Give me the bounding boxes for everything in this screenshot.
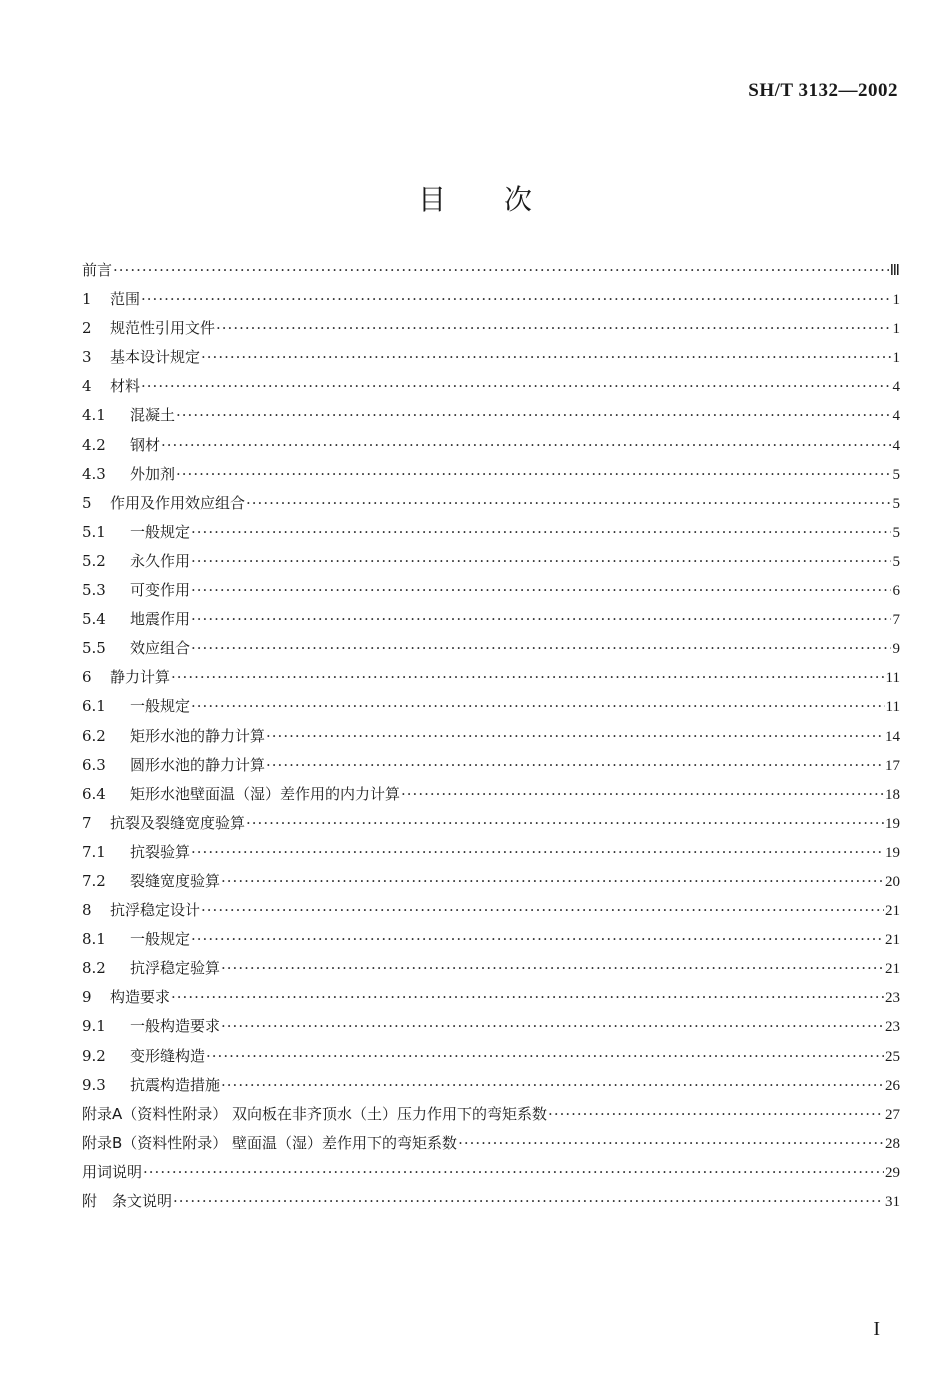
toc-entry-number: 9.2: [82, 1046, 106, 1065]
dot-leader: [141, 287, 891, 311]
toc-entry-title: 前言: [82, 261, 113, 279]
toc-entry-number: 4.2: [82, 435, 106, 454]
toc-entry[interactable]: [82, 1131, 900, 1160]
toc-entry[interactable]: [82, 316, 900, 345]
toc-entry-title: 静力计算: [110, 668, 171, 687]
toc-entry-page: 17: [885, 757, 900, 774]
toc-entry[interactable]: [82, 1102, 900, 1131]
dot-leader: [143, 1160, 884, 1184]
toc-entry-number: 4.1: [82, 406, 106, 425]
toc-entry-page: 31: [885, 1194, 900, 1210]
dot-leader: [548, 1102, 884, 1126]
dot-leader: [173, 1189, 884, 1213]
toc-entry-page: 21: [885, 903, 900, 920]
toc-entry-title: 一般规定: [130, 522, 191, 541]
table-of-contents: [82, 258, 900, 1218]
dot-leader: [176, 462, 891, 486]
toc-entry-page: 18: [885, 786, 900, 803]
toc-entry[interactable]: [82, 724, 900, 753]
toc-entry-title: 抗震构造措施: [130, 1075, 221, 1094]
dot-leader: [458, 1131, 884, 1155]
toc-entry-page: 9: [892, 641, 900, 658]
toc-entry-title: 抗裂验算: [130, 842, 191, 861]
toc-entry-page: 5: [892, 553, 900, 570]
toc-entry-title: 可变作用: [130, 581, 191, 600]
toc-entry[interactable]: [82, 607, 900, 636]
toc-entry[interactable]: [82, 578, 900, 607]
toc-entry-title: 变形缝构造: [130, 1046, 206, 1065]
toc-entry-number: 6.2: [82, 726, 106, 745]
toc-entry-title: 矩形水池壁面温（湿）差作用的内力计算: [130, 784, 401, 803]
dot-leader: [216, 316, 891, 340]
dot-leader: [221, 1014, 884, 1038]
page-title: 目次: [417, 183, 590, 216]
toc-entry-title: 外加剂: [130, 464, 176, 483]
dot-leader: [191, 520, 891, 544]
toc-entry-title: 一般规定: [130, 697, 191, 716]
toc-entry-number: 9.1: [82, 1017, 106, 1036]
toc-entry-number: 6.4: [82, 784, 106, 803]
toc-entry-number: 8.2: [82, 959, 106, 978]
toc-entry-title: 附录A（资料性附录） 双向板在非齐顶水（土）压力作用下的弯矩系数: [82, 1104, 548, 1123]
toc-entry-number: 1: [82, 290, 92, 309]
toc-entry-title: 范围: [110, 290, 141, 309]
dot-leader: [206, 1044, 884, 1068]
dot-leader: [161, 433, 891, 457]
toc-entry-title: 一般构造要求: [130, 1017, 221, 1036]
toc-entry-title: 用词说明: [82, 1162, 143, 1181]
dot-leader: [141, 374, 891, 398]
toc-entry-page: 1: [892, 321, 900, 338]
toc-entry[interactable]: [82, 782, 900, 811]
dot-leader: [246, 491, 891, 515]
toc-entry[interactable]: [82, 491, 900, 520]
toc-entry-title: 一般规定: [130, 930, 191, 949]
toc-entry-page: 20: [885, 873, 900, 890]
toc-entry-number: 3: [82, 348, 92, 367]
dot-leader: [266, 724, 884, 748]
toc-entry-page: 5: [892, 466, 900, 483]
toc-entry-page: 11: [885, 699, 900, 716]
toc-entry[interactable]: [82, 549, 900, 578]
toc-entry-title: 规范性引用文件: [110, 319, 216, 338]
toc-entry-title: 作用及作用效应组合: [110, 493, 246, 512]
toc-entry[interactable]: [82, 258, 900, 287]
toc-entry-page: 19: [885, 815, 900, 832]
toc-entry-number: 7.2: [82, 871, 106, 890]
dot-leader: [191, 927, 884, 951]
toc-entry-title: 附录B（资料性附录） 壁面温（湿）差作用下的弯矩系数: [82, 1133, 458, 1152]
toc-entry-page: 5: [892, 524, 900, 541]
toc-entry-page: 4: [892, 437, 900, 454]
toc-entry-page: 29: [885, 1164, 900, 1181]
toc-entry-page: 1: [892, 292, 900, 309]
toc-entry-page: 27: [885, 1106, 900, 1123]
toc-entry-title: 永久作用: [130, 551, 191, 570]
toc-entry-number: 5.5: [82, 639, 106, 658]
dot-leader: [221, 869, 884, 893]
toc-entry-title: 基本设计规定: [110, 348, 201, 367]
toc-entry[interactable]: [82, 636, 900, 665]
toc-entry-page: 23: [885, 1019, 900, 1036]
standard-code: SH/T 3132—2002: [748, 80, 898, 101]
toc-entry[interactable]: [82, 898, 900, 927]
toc-entry-number: 9.3: [82, 1075, 106, 1094]
toc-entry-number: 9: [82, 988, 92, 1007]
toc-entry-title: 圆形水池的静力计算: [130, 755, 266, 774]
toc-entry-title: 裂缝宽度验算: [130, 871, 221, 890]
toc-entry[interactable]: [82, 985, 900, 1014]
toc-entry[interactable]: [82, 462, 900, 491]
toc-entry-page: 6: [892, 583, 900, 600]
toc-entry[interactable]: [82, 287, 900, 316]
toc-entry[interactable]: [82, 1073, 900, 1102]
dot-leader: [191, 694, 885, 718]
toc-entry[interactable]: [82, 1189, 900, 1218]
toc-entry-title: 钢材: [130, 435, 161, 454]
dot-leader: [191, 636, 891, 660]
toc-entry-title: 附 条文说明: [82, 1192, 173, 1210]
dot-leader: [221, 1073, 884, 1097]
toc-entry[interactable]: [82, 374, 900, 403]
toc-entry-page: 23: [885, 990, 900, 1007]
toc-entry-number: 2: [82, 319, 92, 338]
dot-leader: [201, 898, 884, 922]
toc-entry[interactable]: [82, 1014, 900, 1043]
toc-entry-number: 8: [82, 901, 92, 920]
toc-entry-title: 材料: [110, 377, 141, 396]
toc-entry-title: 抗裂及裂缝宽度验算: [110, 813, 246, 832]
dot-leader: [201, 345, 891, 369]
toc-entry[interactable]: [82, 927, 900, 956]
dot-leader: [191, 840, 884, 864]
dot-leader: [401, 782, 884, 806]
toc-entry[interactable]: [82, 345, 900, 374]
dot-leader: [246, 811, 884, 835]
toc-entry-number: 4: [82, 377, 92, 396]
dot-leader: [191, 607, 891, 631]
toc-entry[interactable]: [82, 753, 900, 782]
toc-entry-number: 6: [82, 668, 92, 687]
toc-entry[interactable]: [82, 403, 900, 432]
toc-entry-number: 4.3: [82, 464, 106, 483]
toc-entry[interactable]: [82, 694, 900, 723]
toc-entry-number: 6.1: [82, 697, 106, 716]
toc-entry-page: 1: [892, 350, 900, 367]
toc-entry-page: 21: [885, 932, 900, 949]
toc-entry[interactable]: [82, 811, 900, 840]
toc-entry-number: 7.1: [82, 842, 106, 861]
toc-entry[interactable]: [82, 869, 900, 898]
toc-entry-page: 11: [885, 670, 900, 687]
toc-entry-number: 6.3: [82, 755, 106, 774]
toc-entry-number: 8.1: [82, 930, 106, 949]
toc-entry-page: 14: [885, 728, 900, 745]
dot-leader: [191, 578, 891, 602]
toc-entry-title: 抗浮稳定验算: [130, 959, 221, 978]
dot-leader: [221, 956, 884, 980]
dot-leader: [113, 258, 889, 282]
toc-entry-number: 5.1: [82, 522, 106, 541]
toc-entry-page: 21: [885, 961, 900, 978]
toc-entry-page: 25: [885, 1048, 900, 1065]
toc-entry-page: 28: [885, 1135, 900, 1152]
toc-entry-number: 5: [82, 493, 92, 512]
toc-entry[interactable]: [82, 840, 900, 869]
toc-entry[interactable]: [82, 665, 900, 694]
dot-leader: [191, 549, 891, 573]
toc-entry-page: 4: [892, 408, 900, 425]
toc-entry-title: 混凝土: [130, 406, 176, 425]
toc-entry-number: 5.2: [82, 551, 106, 570]
toc-entry[interactable]: [82, 520, 900, 549]
toc-entry-title: 效应组合: [130, 639, 191, 658]
toc-entry-title: 抗浮稳定设计: [110, 901, 201, 920]
toc-entry-page: Ⅲ: [889, 263, 900, 279]
dot-leader: [171, 665, 885, 689]
toc-entry-number: 7: [82, 813, 92, 832]
toc-entry-page: 19: [885, 844, 900, 861]
toc-entry[interactable]: [82, 956, 900, 985]
dot-leader: [171, 985, 884, 1009]
toc-entry-number: 5.4: [82, 610, 106, 629]
toc-entry[interactable]: [82, 1044, 900, 1073]
toc-entry-title: 构造要求: [110, 988, 171, 1007]
toc-entry-page: 5: [892, 495, 900, 512]
toc-entry-page: 26: [885, 1077, 900, 1094]
dot-leader: [176, 403, 891, 427]
toc-entry-title: 地震作用: [130, 610, 191, 629]
toc-entry[interactable]: [82, 433, 900, 462]
page-number: I: [873, 1318, 880, 1340]
toc-entry-number: 5.3: [82, 581, 106, 600]
toc-entry-title: 矩形水池的静力计算: [130, 726, 266, 745]
toc-entry[interactable]: [82, 1160, 900, 1189]
toc-entry-page: 4: [892, 379, 900, 396]
toc-entry-page: 7: [892, 612, 900, 629]
dot-leader: [266, 753, 884, 777]
